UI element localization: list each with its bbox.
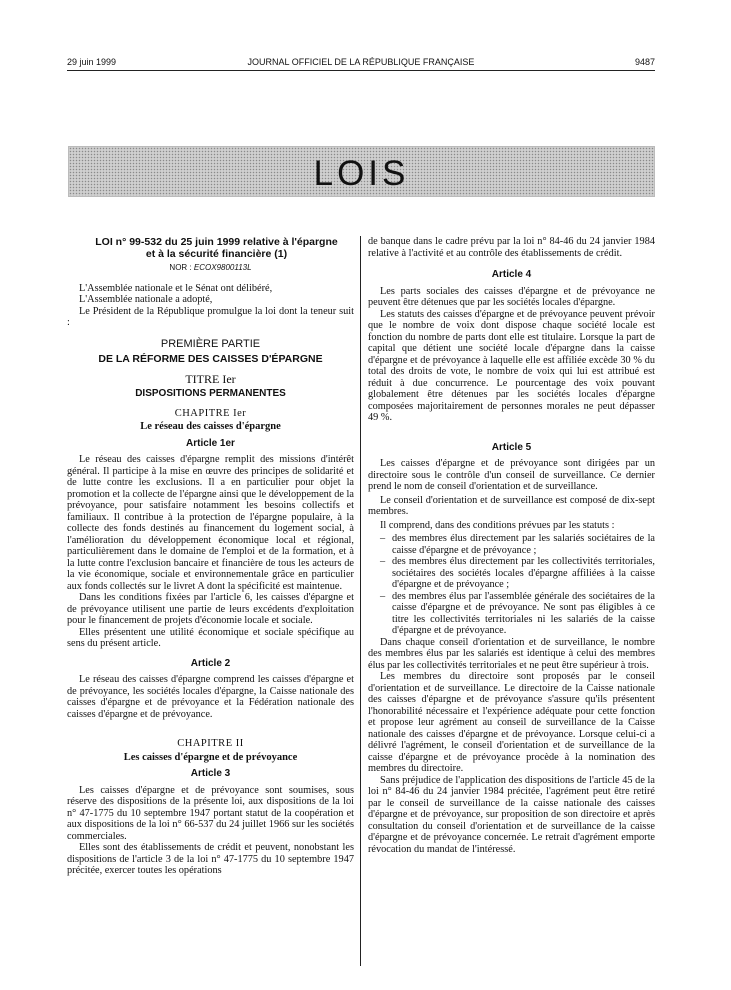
article-paragraph: Le réseau des caisses d'épargne comprend les caisses d'épargne et de prévoyance, les sociétés locales d'épargne, la Caisse nationale des caisses d'épargne et de prévoyance et la Fédération nationale des caisses d'épargne et de prévoyance. xyxy=(67,674,354,720)
law-title-line2: et à la sécurité financière (1) xyxy=(145,248,288,260)
chapter-heading: CHAPITRE Ier xyxy=(174,407,247,419)
list-item: – des membres élus par l'assemblée générale des sociétaires de la caisse d'épargne et de prévoyance. Ne sont pas éligibles à ce titre les collectivités territoriales ni les salariés de la caisse d'épargne et de prévoyance. xyxy=(368,591,655,637)
article-paragraph: Les caisses d'épargne et de prévoyance sont dirigées par un directoire sous le contrôle d'un conseil de surveillance. Ce dernier prend le nom de conseil d'orientation et de surveillance. xyxy=(368,458,655,492)
article-paragraph: Elles présentent une utilité économique et sociale spécifique au sens du présent article. xyxy=(67,626,354,649)
preamble-line: L'Assemblée nationale a adopté, xyxy=(79,294,213,305)
banner-title: LOIS xyxy=(313,154,410,193)
article-paragraph-continued: de banque dans le cadre prévu par la loi n° 84-46 du 24 janvier 1984 relative à l'activité et au contrôle des établissements de crédit. xyxy=(368,236,655,259)
section-banner xyxy=(68,146,655,197)
header-journal-title: JOURNAL OFFICIEL DE LA RÉPUBLIQUE FRANÇAISE xyxy=(247,57,475,67)
header-page-number: 9487 xyxy=(634,57,655,67)
chapter-subtitle: Les caisses d'épargne et de prévoyance xyxy=(123,751,298,763)
nor-value: ECOX9800113L xyxy=(193,263,252,272)
membership-list xyxy=(368,533,655,637)
preamble-line: Le Président de la République promulgue la loi dont la teneur suit : xyxy=(67,305,354,328)
article-paragraph: Dans chaque conseil d'orientation et de surveillance, le nombre des membres élus par les salariés est identique à celui des membres élus par les collectivités territoriales et ne peut être supérieur à trois. xyxy=(368,636,655,671)
chapter-subtitle: Le réseau des caisses d'épargne xyxy=(140,421,281,432)
article-heading: Article 4 xyxy=(491,269,532,280)
article-paragraph: Le réseau des caisses d'épargne remplit des missions d'intérêt général. Il participe à la mise en œuvre des principes de solidarité et de lutte contre les exclusions. Il a en particulier pour objet la promotion et la collecte de l'épargne ainsi que le développement de la prévoyance, pour satisfaire notamment les besoins collectifs et familiaux. Il contribue à la protection de l'épargne populaire, à la collecte des fonds destinés au financement du logement social, à l'amélioration du développement économique local et régional, particulièrement dans le domaine de l'emploi et de la formation, et à la lutte contre l'exclusion bancaire et financière de tous les acteurs de la vie économique, sociale et environnementale grâce en particulier aux fonds collectés sur le livret A dont la spécificité est maintenue. xyxy=(67,454,354,592)
titre-heading: TITRE Ier xyxy=(185,371,236,386)
nor-label: NOR : xyxy=(169,263,192,272)
article-paragraph: Les statuts des caisses d'épargne et de prévoyance peuvent prévoir que le nombre de voix dont dispose chaque société locale est fonction du nombre de parts dont elle est titulaire. Lorsque la part de capital que détient une société locale d'épargne dans la caisse d'épargne et de prévoyance à laquelle elle est affiliée excède 30 % du total des droits de vote, le nombre de voix qui lui est attribué est réduit à due concurrence. Le pourcentage des voix pouvant globalement être détenues par les sociétés locales d'épargne composées majoritairement de personnes morales ne peut dépasser 49 %. xyxy=(368,308,655,423)
column-divider xyxy=(360,236,361,966)
article-heading: Article 3 xyxy=(190,768,231,779)
part-title: PREMIÈRE PARTIE xyxy=(160,337,261,350)
article-heading: Article 2 xyxy=(190,657,231,669)
header-date: 29 juin 1999 xyxy=(67,57,117,67)
list-item: – des membres élus directement par les collectivités territoriales, sociétaires des sociétés locales d'épargne affiliées à la caisse d'épargne et de prévoyance ; xyxy=(368,556,655,591)
article-paragraph: Il comprend, dans des conditions prévues par les statuts : xyxy=(380,519,615,531)
nor-reference xyxy=(67,262,354,274)
chapter-heading: CHAPITRE II xyxy=(177,738,244,749)
preamble-line: L'Assemblée nationale et le Sénat ont délibéré, xyxy=(79,282,273,294)
list-item: – des membres élus directement par les salariés sociétaires de la caisse d'épargne et de prévoyance ; xyxy=(368,533,655,556)
article-paragraph: Les caisses d'épargne et de prévoyance sont soumises, sous réserve des dispositions de la présente loi, aux dispositions de la loi n° 47-1775 du 10 septembre 1947 portant statut de la coopération et aux dispositions de la loi n° 66-537 du 24 juillet 1966 sur les sociétés commerciales. xyxy=(67,784,354,842)
article-heading: Article 1er xyxy=(186,437,235,449)
article-paragraph: Le conseil d'orientation et de surveillance est composé de dix-sept membres. xyxy=(368,494,655,517)
article-heading: Article 5 xyxy=(491,441,532,453)
titre-subtitle: DISPOSITIONS PERMANENTES xyxy=(135,388,286,399)
right-column xyxy=(368,236,655,855)
article-paragraph: Sans préjudice de l'application des dispositions de l'article 45 de la loi n° 84-46 du 24 janvier 1984 précitée, l'agrément peut être retiré par le conseil de surveillance de la caisse nationale des caisses d'épargne et de prévoyance, sur proposition de son directoire et après consultation du conseil d'orientation et de surveillance de la caisse d'épargne et de prévoyance concernée. Le retrait d'agrément emporte révocation du mandat de l'intéressé. xyxy=(368,774,655,855)
article-paragraph: Les membres du directoire sont proposés par le conseil d'orientation et de surveillance. Le directoire de la Caisse nationale des caisses d'épargne et de prévoyance s'assure qu'ils présentent l'honorabilité nécessaire et l'expérience adéquate pour cette fonction et propose leur agrément au conseil de surveillance de la Caisse nationale des caisses d'épargne et de prévoyance. Lorsque celui-ci a délivré l'agrément, le conseil d'orientation et de surveillance de la caisse d'épargne et de prévoyance procède à la nomination des membres du directoire. xyxy=(368,671,655,774)
article-paragraph: Elles sont des établissements de crédit et peuvent, nonobstant les dispositions de l'article 3 de la loi n° 47-1775 du 10 septembre 1947 précitée, exercer toutes les opérations xyxy=(67,842,354,876)
article-paragraph: Les parts sociales des caisses d'épargne et de prévoyance ne peuvent être détenues que par les sociétés locales d'épargne. xyxy=(368,285,655,308)
header-rule xyxy=(67,70,655,71)
part-subtitle: DE LA RÉFORME DES CAISSES D'ÉPARGNE xyxy=(98,353,323,365)
law-title-line1: LOI n° 99-532 du 25 juin 1999 relative à l'épargne xyxy=(95,236,338,248)
left-column xyxy=(67,236,354,877)
article-paragraph: Dans les conditions fixées par l'article 6, les caisses d'épargne et de prévoyance utilisent une partie de leurs excédents d'exploitation pour le financement de projets d'économie locale et sociale. xyxy=(67,592,354,626)
running-header xyxy=(67,57,655,71)
